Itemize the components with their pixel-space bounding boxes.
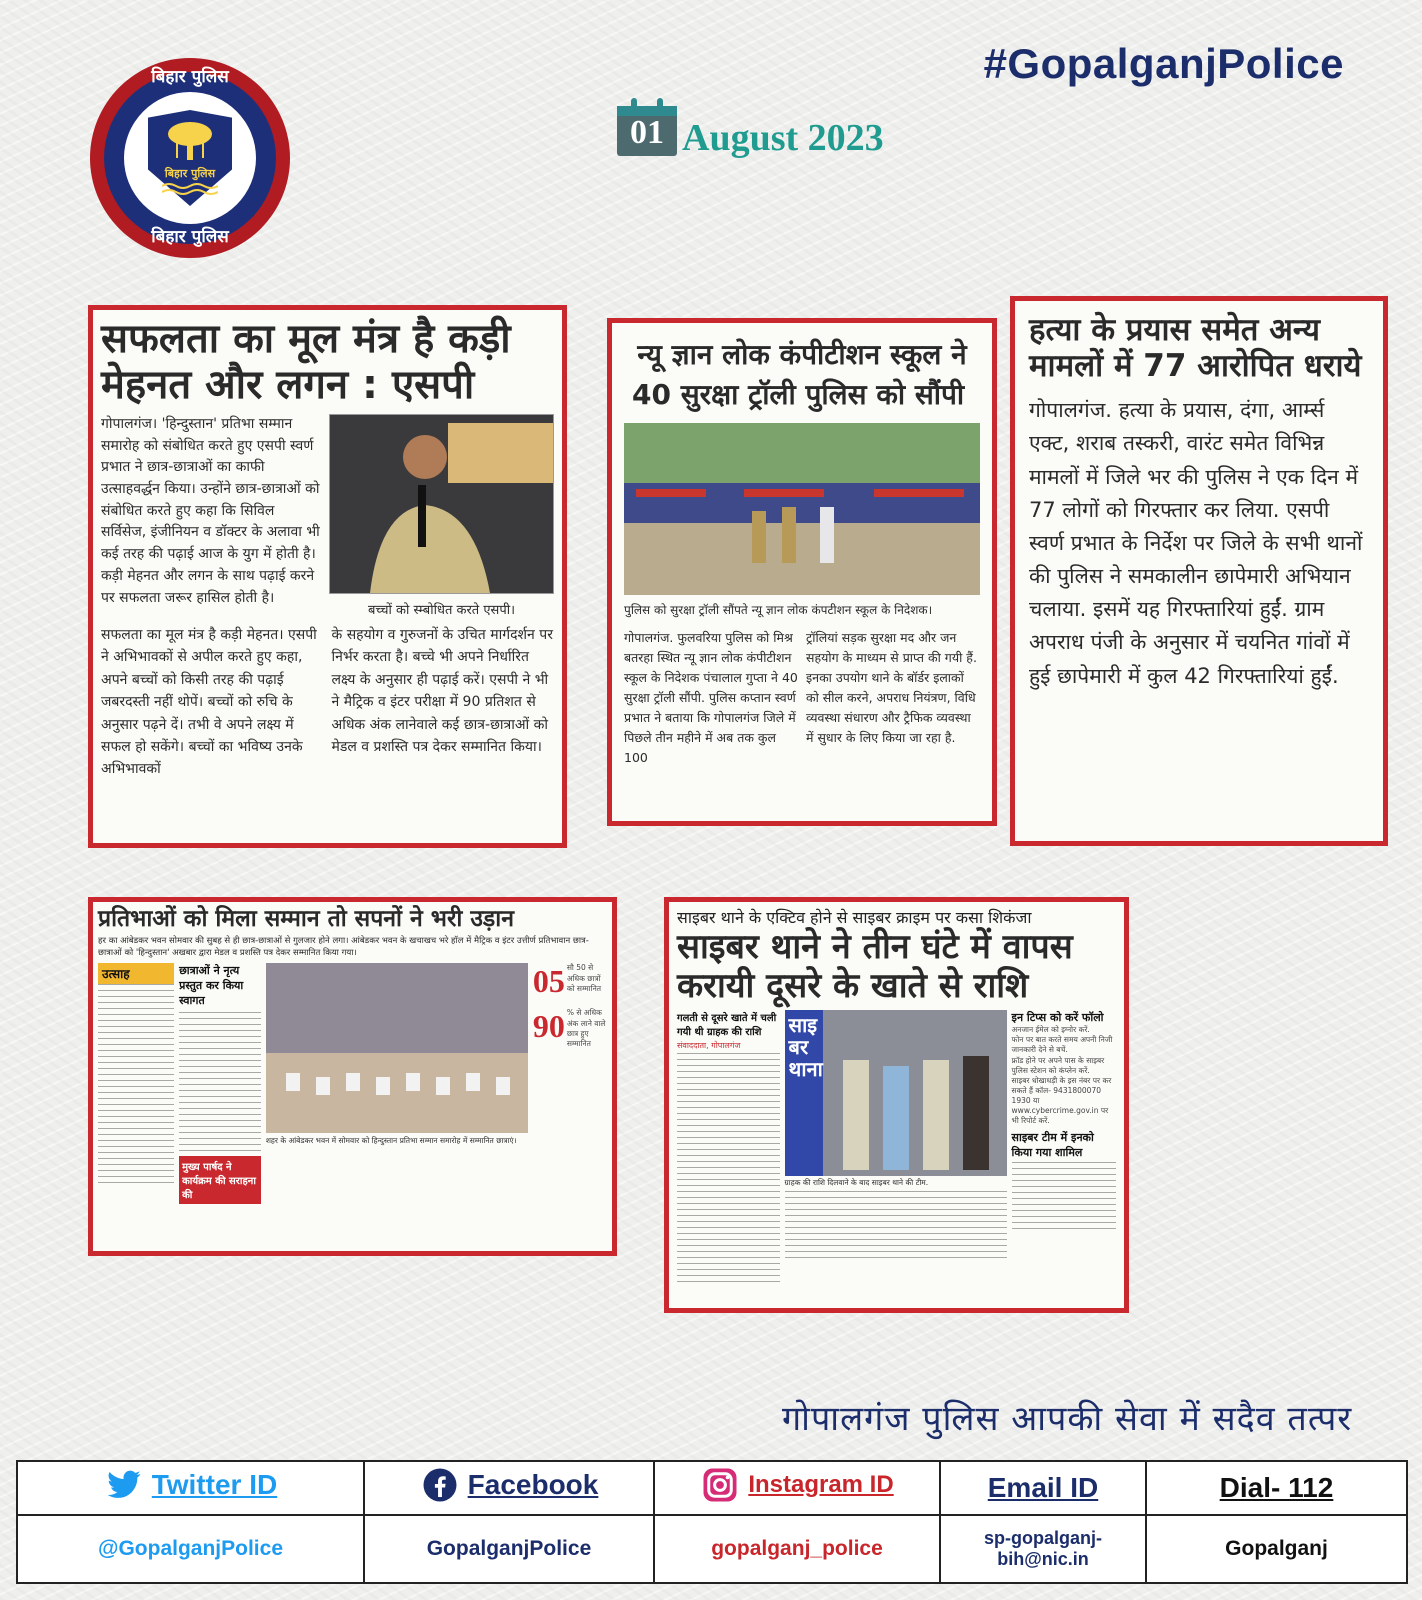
news-clipping-sp-speech [88,305,567,848]
clip5-tip-2: फोन पर बात करते समय अपनी निजी जानकारी देने से बचें. [1011,1035,1113,1055]
date-day: 01 [630,114,664,151]
facebook-label: Facebook [467,1468,599,1500]
tree-icon [166,120,214,164]
dial-header [1146,1461,1407,1515]
clip4-tag: उत्साह [98,963,174,984]
instagram-handle[interactable]: gopalganj_police [654,1515,940,1583]
students-group-photo-icon [266,963,528,1133]
clip3-body: गोपालगंज. हत्या के प्रयास, दंगा, आर्म्स एक्ट, शराब तस्करी, वारंट समेत विभिन्न मामलों में जिले भर की पुलिस ने एक दिन में 77 लोगों को गिरफ्तार कर लिया. एसपी स्वर्ण प्रभात के निर्देश पर जिले के सभी थानों की पुलिस ने समकालीन छापेमारी अभियान चलाया. इसमें यह गिरफ्तारियां हुईं. ग्राम अपराध पंजी के अनुसार में चयनित गांवों में हुई छापेमारी में कुल 42 गिरफ्तारियां हुईं. [1029,398,1363,688]
logo-emblem-text: बिहार पुलिस [164,167,216,180]
clip5-headline-1: साइबर थाने ने तीन घंटे में वापस [677,927,1073,967]
logo-bottom-text: बिहार पुलिस [151,227,229,247]
date-month-year: August 2023 [682,117,884,159]
officer-photo-icon [330,415,554,593]
clip2-photo-caption: पुलिस को सुरक्षा ट्रॉली सौंपते न्यू ज्ञान लोक कंपटीशन स्कूल के निदेशक। [624,603,933,618]
logo-top-text: बिहार पुलिस [151,67,229,87]
clip4-text-column [98,984,174,1184]
clip4-side-box: मुख्य पार्षद ने कार्यक्रम की सराहना की [179,1156,261,1204]
clip5-photo [785,1010,1007,1176]
clip4-stat-1-number: 05 [532,963,565,1000]
twitter-label: Twitter ID [151,1468,278,1500]
email-address[interactable]: sp-gopalganj-bih@nic.in [940,1515,1146,1583]
instagram-icon [700,1467,740,1503]
clip5-sign-text: साइबर थाना [788,1013,823,1082]
facebook-header [364,1461,654,1515]
clip3-headline-2: मामलों में 77 आरोपित धराये [1029,347,1362,384]
clip4-text-column-2 [179,1012,261,1152]
clip4-intro: हर का आंबेडकर भवन सोमवार की सुबह से ही छात्र-छात्राओं से गुलजार होने लगा। आंबेडकर भवन के खचाखच भरे हॉल में मैट्रिक व इंटर उत्तीर्ण प्रतिभावान छात्र-छात्राओं को 'हिन्दुस्तान' अखबार द्वारा मेडल व प्रशस्ति पत्र देकर सम्मानित किया गया। [98,936,589,958]
clip2-headline-2: 40 सुरक्षा ट्रॉली पुलिस को सौंपी [632,378,965,412]
trolley-handover-photo-icon [624,423,980,595]
clip5-tips-head: इन टिप्स को करें फॉलो [1011,1011,1104,1025]
twitter-handle[interactable]: @GopalganjPolice [17,1515,364,1583]
clip5-byline: संवाददाता, गोपालगंज [677,1041,741,1051]
clip1-headline-1: सफलता का मूल मंत्र है कड़ी [101,316,511,362]
clip4-headline: प्रतिभाओं को मिला सम्मान तो सपनों ने भरी उड़ान [98,906,514,932]
clip5-tip-3: फ्रॉड होने पर अपने पास के साइबर पुलिस स्टेशन को कंप्लेन करें. [1011,1055,1105,1075]
instagram-header [654,1461,940,1515]
clip5-text-column-2 [785,1191,1007,1261]
clip4-stat-1-text: सौ 50 से अधिक छात्रों को सम्मानित [566,963,602,993]
dial-location: Gopalganj [1146,1515,1407,1583]
contact-table [16,1460,1408,1584]
clip3-headline-1: हत्या के प्रयास समेत अन्य [1029,312,1321,348]
news-clipping-safety-trolley [607,318,997,826]
twitter-icon [104,1467,144,1503]
clip5-tip-5: 1930 या www.cybercrime.gov.in पर भी रिपोर्ट करें. [1011,1096,1109,1126]
clip1-paragraph-1: गोपालगंज। 'हिन्दुस्तान' प्रतिभा सम्मान समारोह को संबोधित करते हुए एसपी स्वर्ण प्रभात ने छात्र-छात्राओं का काफी उत्साहवर्द्धन किया। उन्होंने छात्र-छात्राओं को संबोधित करते हुए कहा कि सिविल सर्विसेज, इंजीनियन व डॉक्टर के अलावा भी कई तरह की पढ़ाई आज के युग में होती है। कड़ी मेहनत और लगन के साथ पढ़ाई करने पर सफलता जरूर हासिल होती है। [101,416,320,606]
waves-icon [162,182,218,196]
news-clipping-talent-honour [88,897,617,1256]
news-clipping-cyber-police [664,897,1129,1313]
clip5-team-head: साइबर टीम में इनको किया गया शामिल [1011,1131,1094,1160]
clip5-headline-2: करायी दूसरे के खाते से राशि [677,966,1029,1007]
clip1-paragraph-2: सफलता का मूल मंत्र है कड़ी मेहनत। एसपी ने अभिभावकों से अपील करते हुए कहा, अपने बच्चों को किसी तरह की पढ़ाई जबरदस्ती नहीं थोपें। बच्चों को रुचि के अनुसार पढ़ने दें। तभी वे अपने लक्ष्य में सफल हो सकेंगे। बच्चों का भविष्य उनके अभिभावकों [101,627,317,778]
facebook-handle[interactable]: GopalganjPolice [364,1515,654,1583]
clip2-photo [624,423,980,595]
news-clipping-77-arrests [1010,296,1388,846]
calendar-icon [617,96,677,156]
clip2-headline-1: न्यू ज्ञान लोक कंपीटीशन स्कूल ने [637,338,967,371]
email-label: Email ID [987,1472,1099,1503]
clip5-left-head: गलती से दूसरे खाते में चली गयी थी ग्राहक की राशि [677,1013,777,1039]
facebook-icon [420,1467,460,1503]
clip5-photo-caption: ग्राहक की राशि दिलवाने के बाद साइबर थाने की टीम. [784,1178,929,1188]
footer-slogan: गोपालगंज पुलिस आपकी सेवा में सदैव तत्पर [782,1399,1353,1439]
clip1-photo-caption: बच्चों को स्म्बोधित करते एसपी। [367,603,516,618]
clip4-stat-2-text: % से अधिक अंक लाने वाले छात्र हुए सम्मानित [566,1008,606,1048]
clip5-text-column-3 [1012,1162,1116,1234]
twitter-header [17,1461,364,1515]
clip4-sub-head: छात्राओं ने नृत्य प्रस्तुत कर किया स्वागत [179,964,244,1008]
instagram-label: Instagram ID [748,1470,894,1498]
clip4-photo-caption: शहर के आंबेडकर भवन में सोमवार को हिन्दुस्तान प्रतिभा सम्मान समारोह में सम्मानित छात्राएं। [265,1136,517,1146]
clip5-kicker: साइबर थाने के एक्टिव होने से साइबर क्राइम पर कसा शिकंजा [677,908,1032,927]
clip5-tip-4: साइबर धोखाधड़ी के इस नंबर पर कर सकते हैं कॉल- 9431800070 [1011,1075,1112,1095]
clip4-photo [266,963,528,1133]
hashtag-title: #GopalganjPolice [983,40,1344,87]
clip1-headline-2: मेहनत और लगन : एसपी [101,362,475,408]
clip5-text-column [677,1053,780,1283]
clip5-tip-1: अनजान ईमेल को इग्नोर करें. [1011,1025,1090,1035]
clip4-stat-2-number: 90 [532,1008,565,1045]
clip1-paragraph-3: के सहयोग व गुरुजनों के उचित मार्गदर्शन पर निर्भर करता है। बच्चे भी अपने निर्धारित लक्ष्य के अनुसार ही पढ़ाई करें। एसपी ने भी ने मैट्रिक व इंटर परीक्षा में 90 प्रतिशत से अधिक अंक लानेवाले कई छात्र-छात्राओं को मेडल व प्रशस्ति पत्र देकर सम्मानित किया। [331,627,553,755]
clip1-photo [329,414,554,594]
clip2-paragraph-2: ट्रॉलियां सड़क सुरक्षा मद और जन सहयोग के माध्यम से प्राप्त की गयी हैं. इनका उपयोग थाने के बॉर्डर इलाकों को सील करने, अपराध नियंत्रण, विधि व्यवस्था संधारण और ट्रैफिक व्यवस्था में सुधार के लिए किया जा रहा है. [806,630,977,746]
clip2-paragraph-1: गोपालगंज. फुलवरिया पुलिस को मिश्र बतरहा स्थित न्यू ज्ञान लोक कंपीटीशन स्कूल के निदेशक पंचालाल गुप्ता ने 40 सुरक्षा ट्रॉली सौंपी. पुलिस कप्तान स्वर्ण प्रभात ने बताया कि गोपालगंज जिले में पिछले तीन महीने में अब तक कुल 100 [624,630,798,766]
bihar-police-logo [90,58,290,258]
email-header [940,1461,1146,1515]
dial-label: Dial- 112 [1219,1472,1334,1503]
